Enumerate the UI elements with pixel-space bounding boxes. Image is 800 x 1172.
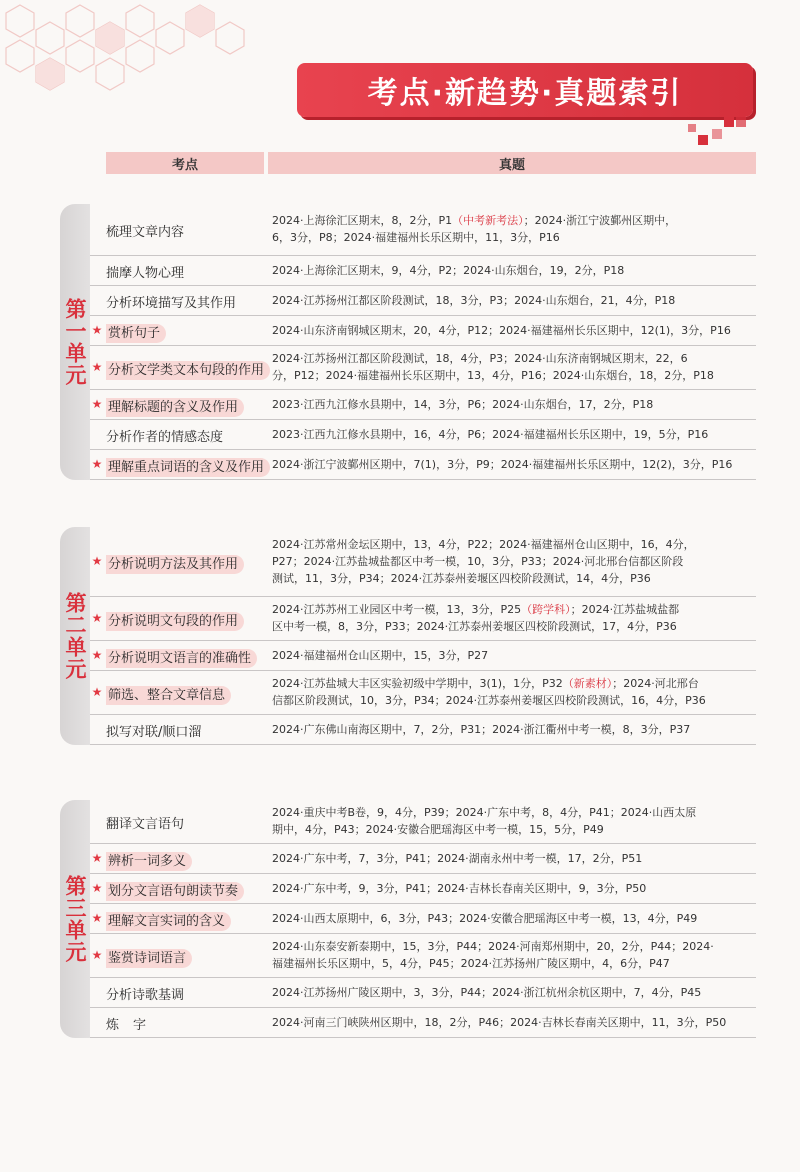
zhenti-line <box>272 1014 756 1031</box>
zhenti-cell <box>272 426 756 443</box>
zhenti-cell <box>272 804 756 838</box>
kaodian-cell <box>106 684 266 703</box>
zhenti-text: ；2024·江苏盐城盐都 <box>570 603 680 616</box>
zhenti-text: 2024·山东泰安新泰期中，15，3分，P44；2024·河南郑州期中，20，2分，P44；2024· <box>272 940 714 953</box>
kaodian-text: 炼字 <box>106 1018 161 1033</box>
kaodian-text: 理解重点词语的含义及作用 <box>106 458 270 477</box>
zhenti-line <box>272 938 756 955</box>
zhenti-cell <box>272 984 756 1001</box>
zhenti-cell <box>272 262 756 279</box>
zhenti-line <box>272 322 756 339</box>
table-row <box>90 450 756 480</box>
zhenti-line <box>272 675 756 692</box>
zhenti-cell <box>272 601 756 635</box>
zhenti-line <box>272 880 756 897</box>
kaodian-cell <box>106 553 266 572</box>
zhenti-text: 2024·江苏苏州工业园区中考一模，13，3分，P25 <box>272 603 522 616</box>
kaodian-cell <box>106 359 266 378</box>
kaodian-cell <box>106 396 266 415</box>
trend-tag: （新素材） <box>562 677 613 690</box>
kaodian-cell <box>106 984 266 1003</box>
zhenti-line <box>272 984 756 1001</box>
zhenti-cell <box>272 350 756 384</box>
kaodian-cell <box>106 610 266 629</box>
decor-square <box>712 129 722 139</box>
kaodian-text: 筛选、整合文章信息 <box>106 686 231 705</box>
zhenti-line <box>272 955 756 972</box>
decor-square <box>698 135 708 145</box>
kaodian-cell <box>106 850 266 869</box>
zhenti-line <box>272 350 756 367</box>
kaodian-text: 揣摩人物心理 <box>106 266 185 281</box>
trend-tag: （跨学科） <box>521 603 571 616</box>
kaodian-cell <box>106 1014 266 1033</box>
kaodian-cell <box>106 221 266 240</box>
kaodian-cell <box>106 322 266 341</box>
unit-label: 第二单元 <box>63 592 87 680</box>
zhenti-text: 2023·江西九江修水县期中，14，3分，P6；2024·山东烟台，17，2分，P18 <box>272 398 654 411</box>
kaodian-text: 翻译文言语句 <box>106 817 185 832</box>
zhenti-cell <box>272 322 756 339</box>
zhenti-text: 2024·广东佛山南海区期中，7，2分，P31；2024·浙江衢州中考一模，8，3分，P37 <box>272 723 691 736</box>
zhenti-text: 2024·河南三门峡陕州区期中，18，2分，P46；2024·吉林长春南关区期中，11，3分，P50 <box>272 1016 727 1029</box>
table-row <box>90 934 756 978</box>
zhenti-text: 信都区阶段测试，10，3分，P34；2024·江苏泰州姜堰区四校阶段测试，16，4分，P36 <box>272 694 706 707</box>
table-row <box>90 641 756 671</box>
unit-label: 第一单元 <box>63 298 87 386</box>
decor-square <box>736 117 746 127</box>
kaodian-text: 理解标题的含义及作用 <box>106 398 244 417</box>
zhenti-cell <box>272 938 756 972</box>
table-row <box>90 844 756 874</box>
zhenti-text: 2024·江苏扬州江都区阶段测试，18，4分，P3；2024·山东济南钢城区期末，22，6 <box>272 352 688 365</box>
zhenti-cell <box>272 1014 756 1031</box>
page-title: 考点·新趋势·真题索引 <box>297 63 753 117</box>
kaodian-cell <box>106 456 266 475</box>
table-row <box>90 978 756 1008</box>
kaodian-cell <box>106 947 266 966</box>
zhenti-text: 2024·上海徐汇区期末，8，2分，P1 <box>272 214 453 227</box>
zhenti-text: 2024·上海徐汇区期末，9，4分，P2；2024·山东烟台，19，2分，P18 <box>272 264 625 277</box>
table-row <box>90 597 756 641</box>
hexagon-pattern-decoration <box>0 0 280 110</box>
zhenti-line <box>272 721 756 738</box>
kaodian-text: 拟写对联/顺口溜 <box>106 725 202 740</box>
table-row <box>90 1008 756 1038</box>
table-row <box>90 204 756 256</box>
kaodian-text: 理解文言实词的含义 <box>106 912 231 931</box>
zhenti-text: 测试，11，3分，P34；2024·江苏泰州姜堰区四校阶段测试，14，4分，P36 <box>272 572 651 585</box>
table-row <box>90 346 756 390</box>
zhenti-text: 6，3分，P8；2024·福建福州长乐区期中，11，3分，P16 <box>272 231 560 244</box>
zhenti-text: 区中考一模，8，3分，P33；2024·江苏泰州姜堰区四校阶段测试，17，4分，P36 <box>272 620 677 633</box>
star-icon: ★ <box>91 323 103 337</box>
zhenti-text: 2024·广东中考，9，3分，P41；2024·吉林长春南关区期中，9，3分，P50 <box>272 882 647 895</box>
unit-label: 第三单元 <box>63 875 87 963</box>
zhenti-line <box>272 262 756 279</box>
zhenti-text: 2024·江苏常州金坛区期中，13，4分，P22；2024·福建福州仓山区期中，16，4分， <box>272 538 695 551</box>
unit-label-band <box>60 800 90 1038</box>
zhenti-text: 期中，4分，P43；2024·安徽合肥瑶海区中考一模，15，5分，P49 <box>272 823 604 836</box>
unit-label-band <box>60 527 90 745</box>
table-row <box>90 316 756 346</box>
zhenti-cell <box>272 721 756 738</box>
kaodian-cell <box>106 647 266 666</box>
kaodian-cell <box>106 910 266 929</box>
zhenti-cell <box>272 212 756 246</box>
table-row <box>90 800 756 844</box>
kaodian-text: 分析诗歌基调 <box>106 988 185 1003</box>
star-icon: ★ <box>91 611 103 625</box>
kaodian-cell <box>106 262 266 281</box>
kaodian-cell <box>106 813 266 832</box>
zhenti-cell <box>272 292 756 309</box>
zhenti-line <box>272 367 756 384</box>
zhenti-cell <box>272 647 756 664</box>
zhenti-line <box>272 647 756 664</box>
decor-square <box>688 124 696 132</box>
header-zhenti: 真题 <box>268 152 756 174</box>
zhenti-cell <box>272 880 756 897</box>
zhenti-line <box>272 229 756 246</box>
table-row <box>90 256 756 286</box>
zhenti-text: 2023·江西九江修水县期中，16，4分，P6；2024·福建福州长乐区期中，19，5分，P16 <box>272 428 709 441</box>
zhenti-line <box>272 692 756 709</box>
zhenti-cell <box>272 456 756 473</box>
decor-square <box>724 117 734 127</box>
zhenti-cell <box>272 536 756 587</box>
zhenti-text: 福建福州长乐区期中，5，4分，P45；2024·江苏扬州广陵区期中，4，6分，P47 <box>272 957 670 970</box>
star-icon: ★ <box>91 457 103 471</box>
zhenti-line <box>272 850 756 867</box>
star-icon: ★ <box>91 397 103 411</box>
kaodian-cell <box>106 426 266 445</box>
zhenti-line <box>272 396 756 413</box>
table-row <box>90 874 756 904</box>
zhenti-text: 2024·广东中考，7，3分，P41；2024·湖南永州中考一模，17，2分，P51 <box>272 852 643 865</box>
kaodian-text: 鉴赏诗词语言 <box>106 949 192 968</box>
zhenti-line <box>272 212 756 229</box>
zhenti-line <box>272 292 756 309</box>
zhenti-text: ；2024·浙江宁波鄞州区期中， <box>523 214 677 227</box>
kaodian-cell <box>106 292 266 311</box>
table-row <box>90 715 756 745</box>
kaodian-text: 分析说明方法及其作用 <box>106 555 244 574</box>
kaodian-text: 梳理文章内容 <box>106 225 185 240</box>
zhenti-line <box>272 456 756 473</box>
star-icon: ★ <box>91 554 103 568</box>
star-icon: ★ <box>91 685 103 699</box>
zhenti-line <box>272 426 756 443</box>
zhenti-line <box>272 570 756 587</box>
zhenti-cell <box>272 675 756 709</box>
zhenti-line <box>272 553 756 570</box>
zhenti-line <box>272 618 756 635</box>
star-icon: ★ <box>91 948 103 962</box>
kaodian-text: 分析作者的情感态度 <box>106 430 224 445</box>
zhenti-text: 2024·山东济南钢城区期末，20，4分，P12；2024·福建福州长乐区期中，12(1)，3分，P16 <box>272 324 731 337</box>
table-row <box>90 527 756 597</box>
zhenti-line <box>272 536 756 553</box>
header-kaodian: 考点 <box>106 152 264 174</box>
zhenti-line <box>272 821 756 838</box>
trend-tag: （中考新考法） <box>452 214 524 227</box>
zhenti-text: 2024·浙江宁波鄞州区期中，7(1)，3分，P9；2024·福建福州长乐区期中，12(2)，3分，P16 <box>272 458 733 471</box>
zhenti-cell <box>272 850 756 867</box>
zhenti-line <box>272 804 756 821</box>
kaodian-text: 划分文言语句朗读节奏 <box>106 882 244 901</box>
zhenti-text: 2024·山西太原期中，6，3分，P43；2024·安徽合肥瑶海区中考一模，13，4分，P49 <box>272 912 698 925</box>
zhenti-text: 分，P12；2024·福建福州长乐区期中，13，4分，P16；2024·山东烟台，18，2分，P18 <box>272 369 714 382</box>
star-icon: ★ <box>91 648 103 662</box>
zhenti-text: 2024·江苏扬州江都区阶段测试，18，3分，P3；2024·山东烟台，21，4分，P18 <box>272 294 676 307</box>
kaodian-cell <box>106 880 266 899</box>
kaodian-cell <box>106 721 266 740</box>
kaodian-text: 分析说明文句段的作用 <box>106 612 244 631</box>
zhenti-cell <box>272 396 756 413</box>
zhenti-text: ；2024·河北邢台 <box>612 677 699 690</box>
zhenti-text: 2024·福建福州仓山区期中，15，3分，P27 <box>272 649 489 662</box>
kaodian-text: 赏析句子 <box>106 324 166 343</box>
zhenti-text: P27；2024·江苏盐城盐都区中考一模，10，3分，P33；2024·河北邢台信都区阶段 <box>272 555 684 568</box>
kaodian-text: 辨析一词多义 <box>106 852 192 871</box>
zhenti-cell <box>272 910 756 927</box>
star-icon: ★ <box>91 360 103 374</box>
table-row <box>90 671 756 715</box>
star-icon: ★ <box>91 911 103 925</box>
zhenti-line <box>272 601 756 618</box>
table-row <box>90 904 756 934</box>
kaodian-text: 分析说明文语言的准确性 <box>106 649 257 668</box>
zhenti-text: 2024·重庆中考B卷，9，4分，P39；2024·广东中考，8，4分，P41；2024·山西太原 <box>272 806 697 819</box>
table-row <box>90 390 756 420</box>
kaodian-text: 分析环境描写及其作用 <box>106 296 237 311</box>
zhenti-line <box>272 910 756 927</box>
zhenti-text: 2024·江苏扬州广陵区期中，3，3分，P44；2024·浙江杭州余杭区期中，7，4分，P45 <box>272 986 702 999</box>
table-row <box>90 420 756 450</box>
star-icon: ★ <box>91 851 103 865</box>
kaodian-text: 分析文学类文本句段的作用 <box>106 361 270 380</box>
zhenti-text: 2024·江苏盐城大丰区实验初级中学期中，3(1)，1分，P32 <box>272 677 563 690</box>
star-icon: ★ <box>91 881 103 895</box>
unit-label-band <box>60 204 90 480</box>
table-row <box>90 286 756 316</box>
